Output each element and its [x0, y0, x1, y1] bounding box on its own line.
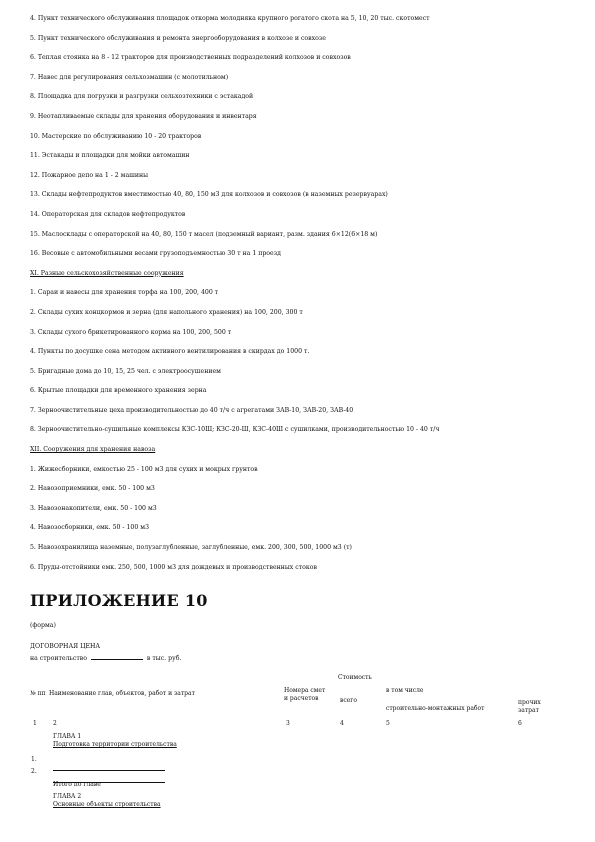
- appendix-title: ПРИЛОЖЕНИЕ 10: [30, 591, 208, 610]
- blank-field: [91, 653, 143, 660]
- list-item: 2. Склады сухих концкормов и зерна (для напольного хранения) на 100, 200, 300 т: [30, 308, 303, 316]
- list-item: 3. Навозонакопители, емк. 50 - 100 м3: [30, 504, 157, 512]
- header-including: в том числе: [386, 687, 424, 694]
- col-number: 3: [286, 720, 290, 727]
- header-total: всего: [340, 697, 358, 704]
- list-item: 1. Сараи и навесы для хранения торфа на 100, 200, 400 т: [30, 289, 219, 297]
- list-item: 5. Пункт технического обслуживания и ремонта энергооборудования в колхозе и совхозе: [30, 34, 326, 42]
- list-item: 4. Пункты по досушке сена методом активного вентилирования в скирдах до 1000 т.: [30, 348, 310, 356]
- list-item: 8. Зерноочистительно-сушильные комплексы КЗС-10Ш; КЗС-20-Ш, КЗС-40Ш с сушилками, производительностью 10 - 40 т/ч: [30, 426, 440, 434]
- list-item: 11. Эстакады и площадки для мойки автомашин: [30, 152, 190, 160]
- construction-prefix: на строительство: [30, 655, 87, 662]
- list-item: 16. Весовые с автомобильными весами грузоподъемностью 30 т на 1 проезд: [30, 250, 281, 258]
- header-other-2: затрат: [518, 707, 539, 714]
- list-item: 13. Склады нефтепродуктов вместимостью 40, 80, 150 м3 для колхозов и совхозов (в наземных резервуарах): [30, 191, 388, 199]
- item-list: [30, 14, 585, 582]
- list-item: 14. Операторская для складов нефтепродуктов: [30, 210, 186, 218]
- header-estimate-no-1: Номера смет: [284, 687, 326, 694]
- list-item: 1. Жижесборники, емкостью 25 - 100 м3 для сухих и мокрых грунтов: [30, 465, 258, 473]
- list-item: 7. Навес для регулирования сельхозмашин (с молотильном): [30, 73, 229, 81]
- contract-heading: ДОГОВОРНАЯ ЦЕНА: [30, 643, 101, 650]
- list-item: 15. Маслосклады с операторской на 40, 80, 150 т масел (подземный вариант, разм. здания 6×12(6×18 м): [30, 230, 378, 238]
- col-number: 5: [386, 720, 390, 727]
- col-number: 6: [518, 720, 522, 727]
- list-item: 12. Пожарное депо на 1 - 2 машины: [30, 171, 149, 179]
- header-name: Наименование глав, объектов, работ и затрат: [49, 690, 195, 697]
- construction-line: [30, 653, 181, 662]
- row-number: 1.: [31, 756, 37, 763]
- col-number: 2: [53, 720, 57, 727]
- construction-suffix: в тыс. руб.: [146, 655, 182, 662]
- header-estimate-no-2: и расчетов: [284, 695, 319, 702]
- col-number: 4: [340, 720, 344, 727]
- list-item: 4. Пункт технического обслуживания площадок откорма молодняка крупного рогатого скота на 5, 10, 20 тыс. скотомест: [30, 15, 430, 22]
- list-item: 5. Бригадные дома до 10, 15, 25 чел. с электроосушением: [30, 367, 221, 375]
- list-item: 6. Пруды-отстойники емк. 250, 500, 1000 м3 для дождевых и производственных стоков: [30, 563, 317, 571]
- list-item: 8. Площадка для погрузки и разгрузки сельхозтехники с эстакадой: [30, 93, 254, 101]
- list-item: 6. Крытые площадки для временного хранения зерна: [30, 387, 207, 395]
- header-num: № пп: [30, 690, 46, 697]
- list-item: 10. Мастерские по обслуживанию 10 - 20 тракторов: [30, 132, 202, 140]
- list-item: 2. Навозоприемники, емк. 50 - 100 м3: [30, 485, 155, 493]
- chapter1-label: ГЛАВА 1: [53, 733, 82, 740]
- header-other-1: прочих: [518, 699, 541, 706]
- list-item: 9. Неотапливаемые склады для хранения оборудования и инвентаря: [30, 112, 257, 120]
- form-note: (форма): [30, 622, 56, 629]
- section-heading: XI. Разные сельскохозяйственные сооружения: [30, 269, 184, 277]
- chapter2-label: ГЛАВА 2: [53, 793, 82, 800]
- list-item: 4. Навозосборники, емк. 50 - 100 м3: [30, 524, 150, 532]
- list-item: 7. Зерноочистительные цеха производительностью до 40 т/ч с агрегатами ЗАВ-10, ЗАВ-20, ЗАВ-40: [30, 406, 354, 414]
- header-cost: Стоимость: [338, 674, 372, 681]
- list-item: 3. Склады сухого брикетированного корма на 100, 200, 500 т: [30, 328, 232, 336]
- chapter2-title: Основные объекты строительства: [53, 801, 161, 808]
- list-item: 5. Навозохранилища наземные, полузаглубленные, заглубленные, емк. 200, 300, 500, 1000 м3 (т): [30, 544, 352, 552]
- list-item: 6. Теплая стоянка на 8 - 12 тракторов для производственных подразделений колхозов и совхозов: [30, 54, 351, 62]
- row-number: 2.: [31, 768, 37, 775]
- col-number: 1: [33, 720, 37, 727]
- header-construction: строительно-монтажных работ: [386, 705, 485, 712]
- chapter1-title: Подготовка территории строительства: [53, 741, 177, 748]
- chapter-total: Итого по главе: [53, 781, 101, 788]
- section-heading: XII. Сооружения для хранения навоза: [30, 446, 156, 454]
